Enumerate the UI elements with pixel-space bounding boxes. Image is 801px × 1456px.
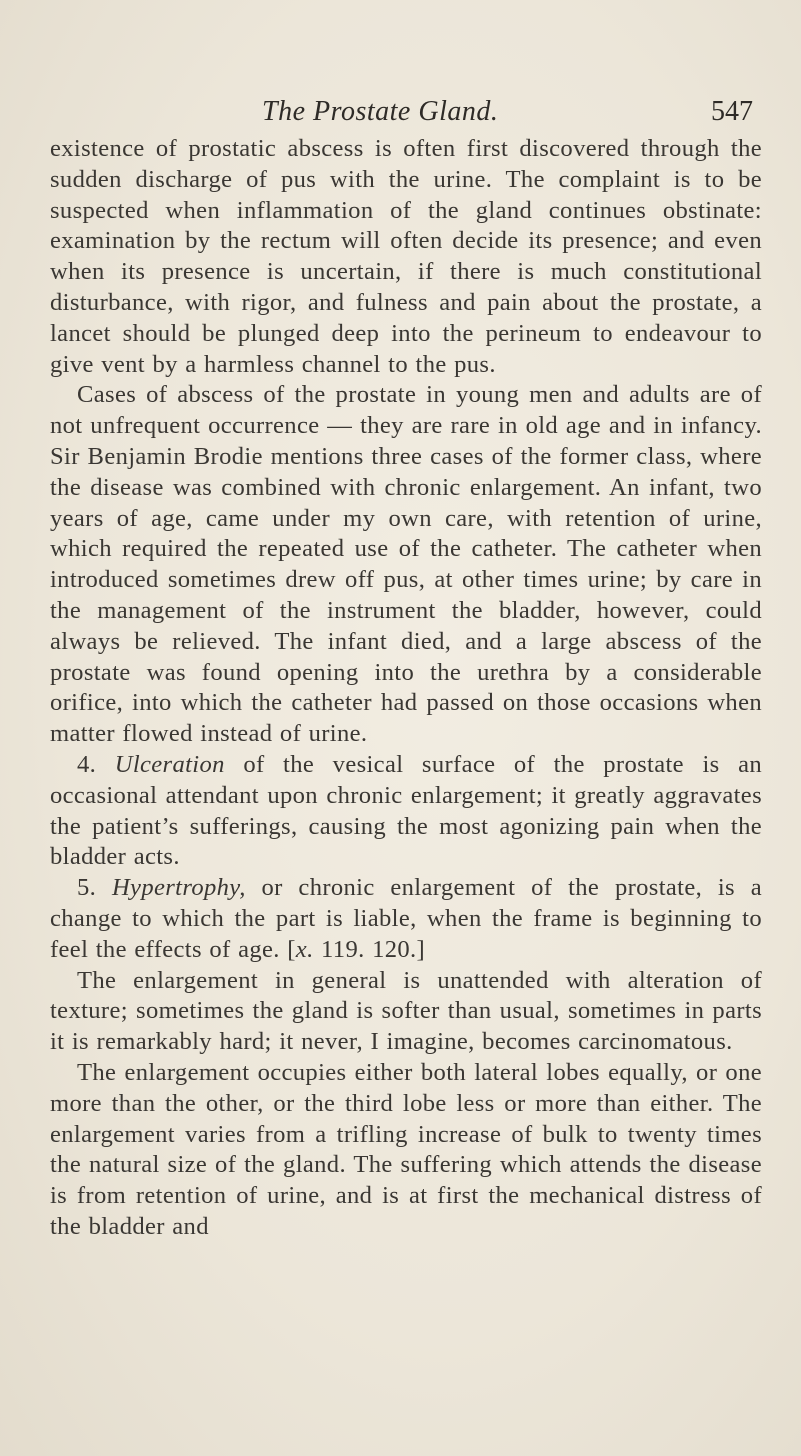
running-head [30, 96, 771, 130]
section-number: 5. [77, 874, 97, 902]
section-term: Hypertrophy, [111, 874, 246, 902]
section-term: Ulceration [114, 750, 225, 778]
paragraph-text: or chronic enlargement of the prostate, is a change to which the part is liable, when the frame is beginning to feel the effects of age. [ [50, 874, 763, 963]
figure-reference-numbers: 119. 120.] [313, 935, 426, 963]
body-text [50, 134, 762, 1243]
section-number: 4. [77, 750, 97, 778]
running-title: The Prostate Gland. [262, 96, 499, 127]
figure-reference-letter: x. [295, 935, 314, 963]
paragraph-text: of the vesical surface of the prostate is an occasional attendant upon chronic enlargement; it greatly aggravates the patient’s sufferings, causing the most agonizing pain when the bladder acts. [50, 750, 763, 871]
paragraph-texture: The enlargement in general is unattended with alteration of texture; sometimes the gland is softer than usual, sometimes in parts it is remarkably hard; it never, I imagine, becomes carcinomatous. [50, 966, 762, 1056]
paragraph-lobes: The enlargement occupies either both lateral lobes equally, or one more than the other, or the third lobe less or more than either. The enlargement varies from a trifling increase of bulk to twenty times the natural size of the gland. The suffering which attends the disease is from retention of urine, and is at first the mechanical distress of the bladder and [50, 1058, 762, 1240]
paragraph-abscess-continued: existence of prostatic abscess is often first discovered through the sudden discharge of pus with the urine. The complaint is to be suspected when inflammation of the gland continues obstinate: examination by the rectum will often decide its presence; and even when its presence is uncertain, if there is much constitutional disturbance, with rigor, and fulness and pain about the prostate, a lancet should be plunged deep into the perineum to endeavour to give vent by a harmless channel to the pus. [50, 135, 762, 378]
paragraph-hypertrophy [50, 873, 762, 965]
paragraph-abscess-cases: Cases of abscess of the prostate in young men and adults are of not unfrequent occurrence — they are rare in old age and in infancy. Sir Benjamin Brodie mentions three cases of the former class, where the disease was combined with chronic enlargement. An infant, two years of age, came under my own care, with retention of urine, which required the repeated use of the catheter. The catheter when introduced sometimes drew off pus, at other times urine; by care in the management of the instrument the bladder, however, could always be relieved. The infant died, and a large abscess of the prostate was found opening into the urethra by a considerable orifice, into which the catheter had passed on those occasions when matter flowed instead of urine. [50, 381, 762, 748]
page-number: 547 [711, 96, 753, 127]
paragraph-ulceration [50, 750, 762, 873]
